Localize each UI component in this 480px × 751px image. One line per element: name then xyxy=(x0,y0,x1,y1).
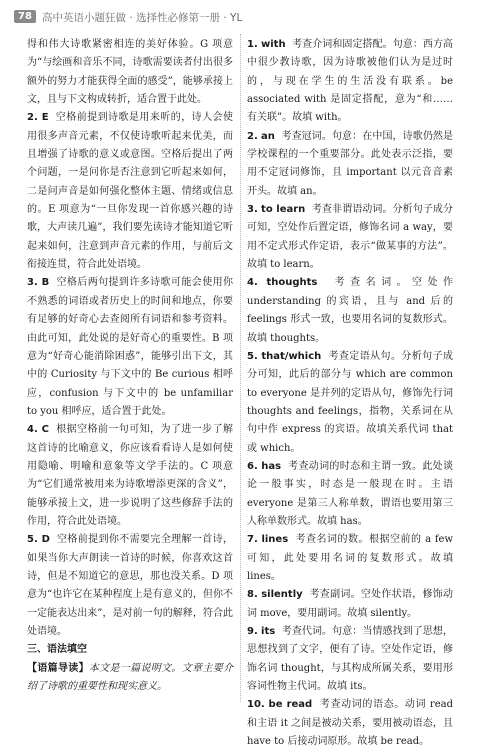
item-number: 2. E xyxy=(27,112,49,124)
item-number: 10. xyxy=(247,699,265,711)
item-number: 9. xyxy=(247,626,258,637)
item-text: 考查名词的数。根据空前的 a few 可知，此处要用名词的复数形式。故填 lines。 xyxy=(247,534,454,582)
item-text: 空格前提到你不需要完全理解一首诗，如果当你大声朗读一首诗的时候，你喜欢这首诗，但是不知道它的意思，那也没关系。D 项意为“也许它在某种程度上是有意义的，但你不一定能表达出来”，是对前一句的解释，符合此处语境。 xyxy=(27,534,234,637)
item-text: 考查代词。句意：当情感找到了思想，思想找到了文字，便有了诗。空处作定语，修饰名词 thought，与其构成所属关系，要用形容词性物主代词。故填 its。 xyxy=(247,626,454,693)
answer-item xyxy=(27,531,233,641)
answer-item xyxy=(247,201,453,274)
answer-item xyxy=(247,458,453,531)
answer-word: with xyxy=(261,39,286,50)
item-text: 考查动词的时态和主谓一致。此处谈论一般事实，时态是一般现在时。主语 everyone 是第三人称单数，谓语也要用第三人称单数形式。故填 has。 xyxy=(247,460,454,527)
item-number: 3. xyxy=(247,204,258,216)
answer-item xyxy=(247,348,453,458)
passage-guide xyxy=(27,660,233,697)
item-text: 考查定语从句。分析句子成分可知，此后的部分与 which are common to everyone 是并列的定语从句，修饰先行词 thoughts and feelings，指物，关系词在从句中作 express 的宾语。故填关系代词 that 或 which。 xyxy=(247,350,453,454)
answer-word: to learn xyxy=(261,204,306,216)
paragraph: 得和伟大诗歌紧密相连的美好体验。G 项意为“与绘画和音乐不同，诗歌需要读者付出很多额外的努力才能获得全面的感受”，能够承接上文，且与下文构成转折，适合置于此处。 xyxy=(27,39,233,106)
item-text: 根据空格前一句可知，为了进一步了解这首诗的比喻意义，你应该看看诗人是如何使用隐喻、明喻和意象等文学手法的。C 项意为“它们通常被用来为诗歌增添更深的含义”，能够承接上文，进一步说明了这些修辞手法的作用，符合此处语境。 xyxy=(27,424,234,527)
column-divider xyxy=(240,34,241,702)
item-number: 3. B xyxy=(27,277,50,289)
item-text: 考查副词。空处作状语，修饰动词 move，要用副词。故填 silently。 xyxy=(247,589,453,619)
item-number: 2. xyxy=(247,130,258,142)
page-header xyxy=(0,0,480,28)
item-number: 5. D xyxy=(27,534,50,546)
answer-item xyxy=(247,531,453,586)
answer-item xyxy=(247,696,453,751)
answer-item xyxy=(27,109,233,274)
answer-item xyxy=(247,586,453,623)
item-number: 8. xyxy=(247,589,258,601)
section-heading: 三、语法填空 xyxy=(27,644,87,656)
guide-label: 【语篇导读】 xyxy=(27,662,89,674)
answer-item xyxy=(27,421,233,531)
answer-word: silently xyxy=(261,589,303,601)
answer-item xyxy=(247,128,453,201)
item-number: 5. xyxy=(247,350,258,362)
item-text: 考查动词的语态。动词 read 和主语 it 之间是被动关系，要用被动语态，且 have to 后接动词原形。故填 be read。 xyxy=(247,699,453,748)
answer-word: lines xyxy=(261,534,289,546)
item-text: 空格前提到诗歌是用来听的，诗人会使用很多声音元素，不仅使诗歌听起来优美，而且增强了诗歌的意义或意图。空格后提出了两个问题，一是问你是否注意到它听起来如何，二是问声音是如何强化整体主题、情绪或信息的。E 项意为“一旦你发现一首你感兴趣的诗歌，大声读几遍”，我们要先读诗才能知道它听起来如何，注意到声音元素的作用，与前后文衔接连贯，符合此处语境。 xyxy=(27,112,234,271)
answer-word: be read xyxy=(268,699,313,711)
answer-item xyxy=(247,274,453,347)
page-number: 78 xyxy=(14,10,36,23)
item-text: 考查冠词。句意：在中国，诗歌仍然是学校课程的一个重要部分。此处表示泛指，要用不定冠词修饰，且 important 以元音音素开头。故填 an。 xyxy=(247,130,454,197)
item-number: 1. xyxy=(247,39,258,50)
answer-word: thoughts xyxy=(266,277,318,289)
item-text: 考查介词和固定搭配。句意：西方高中很少教诗歌，因为诗歌被他们认为是过时的，与现在学生的生活没有联系。be associated with 是固定搭配，意为“和……有关联”。故填 with。 xyxy=(247,39,454,124)
left-column xyxy=(27,36,233,696)
answer-word: has xyxy=(261,460,282,472)
answer-item xyxy=(247,623,453,696)
answer-word: an xyxy=(261,130,275,142)
item-text: 空格后两句提到许多诗歌可能会使用你不熟悉的词语或者历史上的时间和地点，你要有足够的好奇心去查阅所有词语和参考资料。由此可知，此处说的是好奇心的重要性。B 项意为“好奇心能消除困惑”，能够引出下文，其中的 Curiosity 与下文中的 Be curious 相呼应，confusion 与下文中的 be unfamiliar to you 相呼应，适合置于此处。 xyxy=(27,277,234,417)
guide-text: 本文是一篇说明文。文章主要介绍了诗歌的重要性和现实意义。 xyxy=(27,662,234,693)
answer-item xyxy=(27,274,233,421)
book-title: 高中英语小题狂做 · 选择性必修第一册 · YL xyxy=(42,12,243,24)
item-text: 考查非谓语动词。分析句子成分可知，空处作后置定语，修饰名词 a way，要用不定式形式作定语，表示“做某事的方法”。故填 to learn。 xyxy=(247,204,454,271)
answer-word: that/which xyxy=(261,350,322,362)
answer-word: its xyxy=(261,626,276,637)
item-number: 4. xyxy=(247,277,258,289)
right-column xyxy=(247,36,453,751)
answer-item xyxy=(247,36,453,128)
item-number: 6. xyxy=(247,460,258,472)
item-text: 考查名词。空处作 understanding 的宾语，且与 and 后的 feelings 形式一致，也要用名词的复数形式。故填 thoughts。 xyxy=(247,277,454,344)
item-number: 4. C xyxy=(27,424,50,436)
item-number: 7. xyxy=(247,534,258,546)
